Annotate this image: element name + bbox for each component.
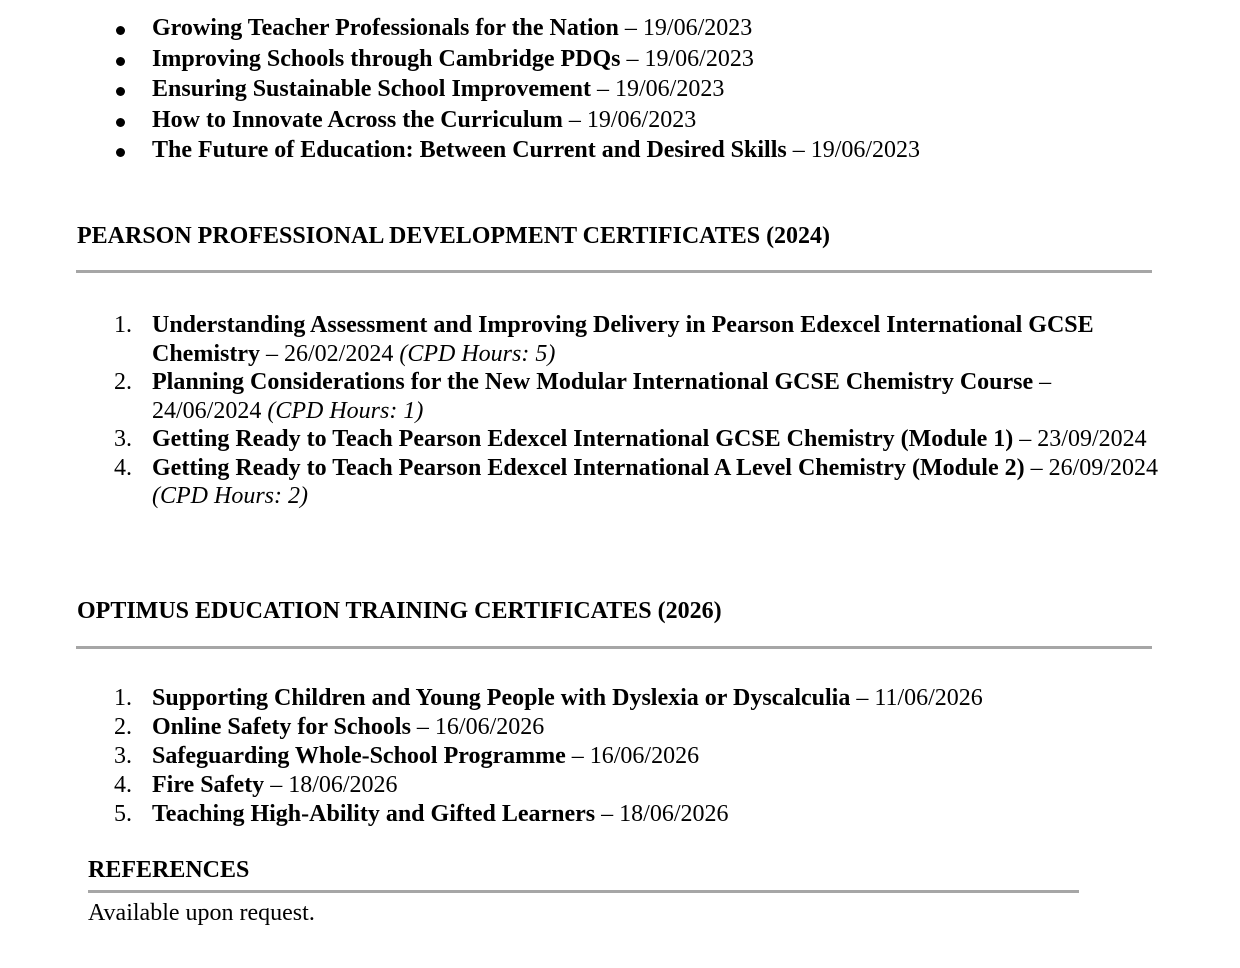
cpd-hours: (CPD Hours: 1)	[267, 397, 424, 424]
certificate-title: Getting Ready to Teach Pearson Edexcel International A Level Chemistry (Module 2)	[152, 454, 1025, 481]
certificate-title: Supporting Children and Young People with Dyslexia or Dyscalculia	[152, 685, 851, 711]
item-number: 2.	[114, 369, 132, 395]
section-divider	[88, 890, 1079, 893]
list-item	[0, 454, 1160, 511]
list-item	[0, 742, 1160, 771]
certificate-title: Improving Schools through Cambridge PDQs	[152, 45, 621, 72]
certificate-title: Growing Teacher Professionals for the Nation	[152, 15, 619, 41]
item-number: 5.	[114, 801, 132, 827]
bullet-icon	[116, 57, 125, 66]
certificate-date: – 19/06/2023	[792, 137, 921, 163]
certificate-date: – 24/06/2024	[152, 369, 1052, 424]
bullet-icon	[116, 87, 125, 96]
certificate-date: – 19/06/2023	[568, 106, 697, 133]
list-item	[0, 425, 1160, 454]
list-item	[0, 44, 1160, 75]
certificate-date: – 11/06/2026	[856, 685, 983, 711]
list-item	[0, 368, 1160, 425]
certificate-title: Getting Ready to Teach Pearson Edexcel International GCSE Chemistry (Module 1)	[152, 426, 1014, 452]
certificate-title: Online Safety for Schools	[152, 714, 411, 740]
pearson-section-heading: PEARSON PROFESSIONAL DEVELOPMENT CERTIFICATES (2024)	[77, 223, 831, 249]
list-item	[0, 105, 1160, 136]
bullet-icon	[116, 118, 125, 127]
bullet-icon	[116, 26, 125, 35]
references-text: Available upon request.	[88, 900, 315, 926]
cpd-hours: (CPD Hours: 2)	[152, 483, 308, 509]
list-item	[0, 684, 1160, 713]
list-item	[0, 800, 1160, 829]
list-item	[0, 13, 1160, 44]
certificate-date: – 19/06/2023	[626, 45, 754, 72]
cpd-hours: (CPD Hours: 5)	[399, 340, 556, 367]
list-item	[0, 311, 1160, 368]
certificate-date: – 18/06/2026	[270, 772, 398, 798]
list-item	[0, 74, 1160, 105]
certificate-date: – 16/06/2026	[416, 714, 545, 740]
certificate-title: The Future of Education: Between Current and Desired Skills	[152, 137, 787, 163]
certificate-title: Safeguarding Whole-School Programme	[152, 743, 566, 769]
certificate-title: How to Innovate Across the Curriculum	[152, 106, 563, 133]
references-heading: REFERENCES	[88, 857, 250, 883]
item-number: 1.	[114, 685, 132, 711]
pearson-certificates-list	[0, 311, 1160, 511]
item-number: 1.	[114, 312, 132, 338]
item-number: 3.	[114, 426, 132, 452]
certificate-date: – 19/06/2023	[596, 76, 725, 102]
certificate-title: Understanding Assessment and Improving Delivery in Pearson Edexcel International GCSE Chemistry	[152, 312, 1094, 367]
certificate-date: – 26/09/2024	[1030, 454, 1158, 481]
item-number: 3.	[114, 743, 132, 769]
certificate-title: Planning Considerations for the New Modular International GCSE Chemistry Course	[152, 369, 1034, 395]
section-divider	[76, 270, 1152, 273]
list-item	[0, 771, 1160, 800]
optimus-section-heading: OPTIMUS EDUCATION TRAINING CERTIFICATES (2026)	[77, 598, 722, 624]
certificate-date: – 19/06/2023	[624, 15, 753, 41]
optimus-certificates-list	[0, 684, 1160, 829]
list-item	[0, 713, 1160, 742]
certificate-title: Teaching High-Ability and Gifted Learners	[152, 801, 596, 827]
cambridge-certificates-list	[0, 13, 1160, 166]
certificate-date: – 16/06/2026	[571, 743, 700, 769]
list-item	[0, 135, 1160, 166]
section-divider	[76, 646, 1152, 649]
certificate-date: – 23/09/2024	[1019, 426, 1147, 452]
item-number: 4.	[114, 772, 132, 798]
certificate-title: Ensuring Sustainable School Improvement	[152, 76, 591, 102]
certificate-title: Fire Safety	[152, 772, 265, 798]
certificate-date: – 26/02/2024	[265, 340, 394, 367]
certificate-date: – 18/06/2026	[601, 801, 729, 827]
item-number: 4.	[114, 454, 132, 481]
item-number: 2.	[114, 714, 132, 740]
bullet-icon	[116, 148, 125, 157]
